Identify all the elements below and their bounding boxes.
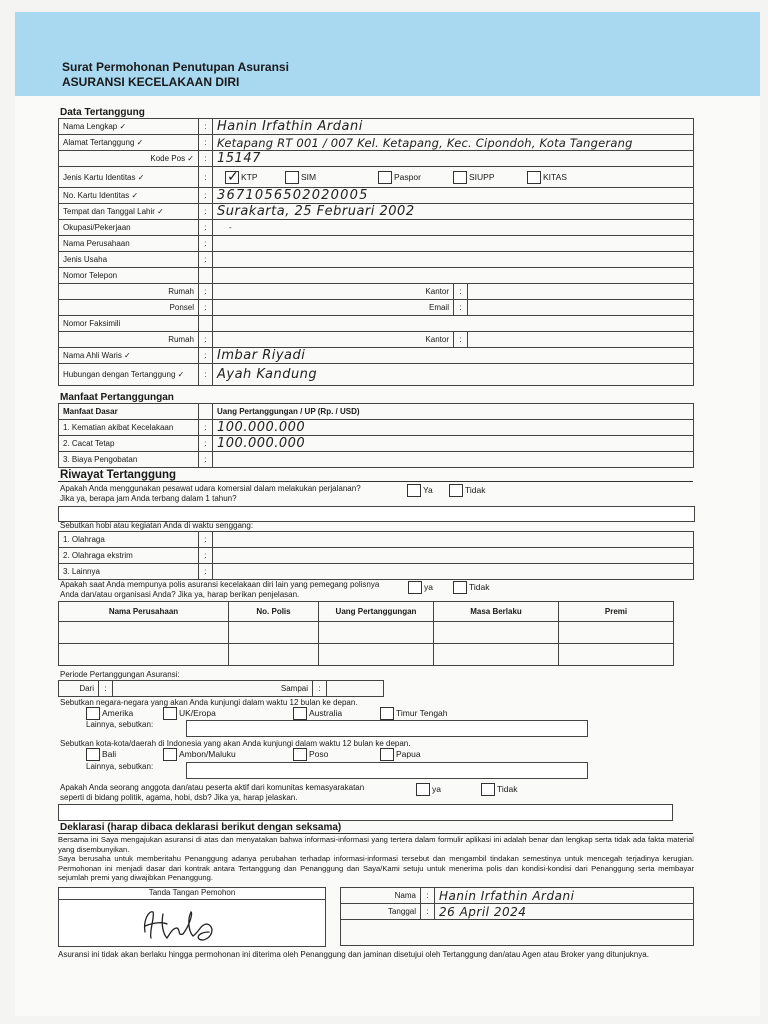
countries-other-field[interactable] — [186, 720, 588, 737]
id-ktp[interactable]: ✓ KTP — [225, 171, 258, 184]
applicant-name-label: Nama — [341, 888, 421, 904]
fax-label: Nomor Faksimili — [59, 316, 199, 332]
birth-label: Tempat dan Tanggal Lahir ✓ — [59, 204, 199, 220]
hobby-label: 3. Lainnya — [59, 564, 199, 580]
name-label: Nama Lengkap ✓ — [59, 119, 199, 135]
office-field[interactable] — [468, 284, 694, 300]
siupp-checkbox[interactable] — [453, 171, 467, 184]
id-number-label: No. Kartu Identitas ✓ — [59, 188, 199, 204]
hobby-field[interactable] — [213, 532, 694, 548]
address-label: Alamat Tertanggung ✓ — [59, 135, 199, 151]
row-job: Okupasi/Pekerjaan : - — [59, 220, 694, 236]
form-subtitle: ASURANSI KECELAKAAN DIRI — [62, 75, 240, 89]
hobby-label: 2. Olahraga ekstrim — [59, 548, 199, 564]
email-label: Email — [213, 300, 454, 316]
period-label: Periode Pertanggungan Asuransi: — [60, 670, 180, 679]
form-title: Surat Permohonan Penutupan Asuransi — [62, 60, 289, 74]
country-option[interactable]: Australia — [293, 707, 342, 720]
ktp-checkbox[interactable] — [225, 171, 239, 184]
fax-office-label: Kantor — [213, 332, 454, 348]
benefit-value[interactable]: 100.000.000 — [217, 436, 306, 451]
policy-col: Masa Berlaku — [434, 602, 559, 622]
row-id-number: No. Kartu Identitas ✓ : 3671056502020005 — [59, 188, 694, 204]
applicant-table: Nama : Hanin Irfathin Ardani Tanggal : 26 April 2024 — [340, 887, 694, 946]
member-no[interactable]: Tidak — [481, 783, 517, 796]
phone-label: Nomor Telepon — [59, 268, 199, 284]
row-address: Alamat Tertanggung ✓ : Ketapang RT 001 / 007 Kel. Ketapang, Kec. Cipondoh, Kota Tangerang — [59, 135, 694, 151]
member-yes-checkbox[interactable] — [416, 783, 430, 796]
home-label: Rumah — [59, 284, 199, 300]
policy-row — [59, 644, 674, 666]
benefit-row: 2. Cacat Tetap : 100.000.000 — [59, 436, 694, 452]
row-phone — [59, 268, 694, 284]
postal-label: Kode Pos ✓ — [59, 151, 199, 167]
row-name: Nama Lengkap ✓ : Hanin Irfathin Ardani — [59, 119, 694, 135]
country-option[interactable]: Amerika — [86, 707, 133, 720]
row-mobile-email: Ponsel : Email : — [59, 300, 694, 316]
applicant-date-value[interactable]: 26 April 2024 — [439, 904, 527, 919]
id-paspor[interactable]: Paspor — [378, 171, 421, 184]
hobby-field[interactable] — [213, 564, 694, 580]
paspor-checkbox[interactable] — [378, 171, 392, 184]
fax-office-field[interactable] — [468, 332, 694, 348]
id-kitas[interactable]: KITAS — [527, 171, 567, 184]
business-field[interactable] — [213, 252, 694, 268]
member-yes[interactable]: ya — [416, 783, 441, 796]
fax-home-label: Rumah — [59, 332, 199, 348]
member-no-checkbox[interactable] — [481, 783, 495, 796]
email-field[interactable] — [468, 300, 694, 316]
flight-yes-checkbox[interactable] — [407, 484, 421, 497]
signature-image — [137, 902, 227, 944]
flight-no[interactable]: Tidak — [449, 484, 485, 497]
section-insured: Data Tertanggung — [60, 107, 145, 118]
policy-col: No. Polis — [229, 602, 319, 622]
applicant-date-label: Tanggal — [341, 904, 421, 920]
heir-label: Nama Ahli Waris ✓ — [59, 348, 199, 364]
postal-value[interactable]: 15147 — [217, 151, 261, 166]
benefit-value[interactable]: 100.000.000 — [217, 420, 306, 435]
hobby-table — [58, 531, 694, 580]
policy-table — [58, 601, 674, 666]
hobby-label: 1. Olahraga — [59, 532, 199, 548]
row-heir: Nama Ahli Waris ✓ : Imbar Riyadi — [59, 348, 694, 364]
policy-question: Apakah saat Anda mempunya polis asuransi kecelakaan diri lain yang pemegang polisnya Anda dan/atau organisasi Anda? Jika ya, harap berikan penjelasan. — [60, 580, 380, 599]
row-home-office: Rumah : Kantor : — [59, 284, 694, 300]
city-option[interactable]: Bali — [86, 748, 116, 761]
id-number-value[interactable]: 3671056502020005 — [217, 188, 369, 203]
policy-col: Premi — [559, 602, 674, 622]
row-company: Nama Perusahaan : — [59, 236, 694, 252]
policy-row — [59, 622, 674, 644]
flight-yes[interactable]: Ya — [407, 484, 433, 497]
section-divider — [58, 833, 693, 834]
hobby-row: 1. Olahraga : — [59, 532, 694, 548]
benefit-col1: Manfaat Dasar — [59, 404, 199, 420]
benefit-value[interactable] — [213, 452, 694, 468]
row-relation: Hubungan dengan Tertanggung ✓ : Ayah Kandung — [59, 364, 694, 386]
flight-no-checkbox[interactable] — [449, 484, 463, 497]
policy-no-checkbox[interactable] — [453, 581, 467, 594]
id-type-label: Jenis Kartu Identitas ✓ — [59, 167, 199, 188]
member-field[interactable] — [58, 804, 673, 821]
company-field[interactable] — [213, 236, 694, 252]
hobby-row: 3. Lainnya : — [59, 564, 694, 580]
benefit-row: 1. Kematian akibat Kecelakaan : 100.000.000 — [59, 420, 694, 436]
section-divider — [58, 481, 693, 482]
relation-label: Hubungan dengan Tertanggung ✓ — [59, 364, 199, 386]
declaration-text: Bersama ini Saya mengajukan asuransi di atas dan menyatakan bahwa informasi-informasi yang tertera dalam formulir aplikasi ini adalah benar dan lengkap serta tidak ada fakta material yang disembunyikan. Saya berusaha untuk memberitahu Penanggung adanya perubahan terhadap informasi-informasi tersebut dan mengambil tindakan semestinya untuk mencegah terjadinya kerugian. Permohonan ini menjadi dasar dari kontrak antara Tertanggung dan Penanggung dan Saya/Kami setuju untuk menerima polis dan kondisi-kondisi dari Penanggung serta membayar sejumlah premi yang diwajibkan Penanggung. — [58, 835, 694, 882]
job-label: Okupasi/Pekerjaan — [59, 220, 199, 236]
period-to-field[interactable] — [327, 681, 384, 697]
country-option[interactable]: Timur Tengah — [380, 707, 448, 720]
benefit-label: 2. Cacat Tetap — [59, 436, 199, 452]
job-value[interactable]: - — [229, 223, 232, 232]
policy-yes[interactable]: ya — [408, 581, 433, 594]
hobby-field[interactable] — [213, 548, 694, 564]
flight-question: Apakah Anda menggunakan pesawat udara komersial dalam melakukan perjalanan? Jika ya, berapa jam Anda terbang dalam 1 tahun? — [60, 484, 361, 503]
benefit-table — [58, 403, 694, 468]
benefit-label: 1. Kematian akibat Kecelakaan — [59, 420, 199, 436]
cities-other-label: Lainnya, sebutkan: — [86, 762, 154, 771]
applicant-name-value[interactable]: Hanin Irfathin Ardani — [439, 888, 575, 903]
row-fax — [59, 316, 694, 332]
sim-checkbox[interactable] — [285, 171, 299, 184]
period-to-label: Sampai — [113, 681, 313, 697]
id-siupp[interactable]: SIUPP — [453, 171, 495, 184]
period-table: Dari : Sampai : — [58, 680, 384, 697]
office-label: Kantor — [213, 284, 454, 300]
signature-box[interactable] — [58, 887, 326, 947]
section-history: Riwayat Tertanggung — [60, 469, 177, 481]
company-label: Nama Perusahaan — [59, 236, 199, 252]
business-label: Jenis Usaha — [59, 252, 199, 268]
row-business: Jenis Usaha : — [59, 252, 694, 268]
kitas-checkbox[interactable] — [527, 171, 541, 184]
insured-table — [58, 118, 694, 386]
hobby-question: Sebutkan hobi atau kegiatan Anda di waktu senggang: — [60, 521, 254, 530]
city-option[interactable]: Papua — [380, 748, 421, 761]
countries-question: Sebutkan negara-negara yang akan Anda kunjungi dalam waktu 12 bulan ke depan. — [60, 698, 358, 707]
footer-note: Asuransi ini tidak akan berlaku hingga permohonan ini diterima oleh Penanggung dan jaminan disetujui oleh Tertanggung dan/atau Agen atau Broker yang ditunjuknya. — [58, 950, 649, 959]
row-id-type: Jenis Kartu Identitas ✓ : ✓ KTP SIM Paspor SIUPP KITAS — [59, 167, 694, 188]
cities-question: Sebutkan kota-kota/daerah di Indonesia yang akan Anda kunjungi dalam waktu 12 bulan ke depan. — [60, 739, 411, 748]
address-value[interactable]: Ketapang RT 001 / 007 Kel. Ketapang, Kec. Cipondoh, Kota Tangerang — [217, 135, 633, 150]
policy-no[interactable]: Tidak — [453, 581, 489, 594]
row-birth: Tempat dan Tanggal Lahir ✓ : Surakarta, 25 Februari 2002 — [59, 204, 694, 220]
policy-col: Uang Pertanggungan — [319, 602, 434, 622]
row-postal: Kode Pos ✓ : 15147 — [59, 151, 694, 167]
section-benefit: Manfaat Pertanggungan — [60, 392, 174, 403]
row-fax-home: Rumah : Kantor : — [59, 332, 694, 348]
id-sim[interactable]: SIM — [285, 171, 316, 184]
city-option[interactable]: Ambon/Maluku — [163, 748, 236, 761]
heir-value[interactable]: Imbar Riyadi — [217, 348, 306, 363]
birth-value[interactable]: Surakarta, 25 Februari 2002 — [217, 204, 415, 219]
benefit-row: 3. Biaya Pengobatan : — [59, 452, 694, 468]
name-value[interactable]: Hanin Irfathin Ardani — [217, 119, 363, 134]
city-option[interactable]: Poso — [293, 748, 328, 761]
hobby-row: 2. Olahraga ekstrim : — [59, 548, 694, 564]
section-declaration: Deklarasi (harap dibaca deklarasi berikut dengan seksama) — [60, 822, 342, 833]
mobile-label: Ponsel — [59, 300, 199, 316]
cities-other-field[interactable] — [186, 762, 588, 779]
policy-col: Nama Perusahaan — [59, 602, 229, 622]
period-from-label: Dari — [59, 681, 99, 697]
relation-value[interactable]: Ayah Kandung — [217, 367, 318, 382]
country-option[interactable]: UK/Eropa — [163, 707, 216, 720]
countries-other-label: Lainnya, sebutkan: — [86, 720, 154, 729]
benefit-col2: Uang Pertanggungan / UP (Rp. / USD) — [213, 404, 694, 420]
flight-hours-field[interactable] — [58, 506, 695, 522]
benefit-label: 3. Biaya Pengobatan — [59, 452, 199, 468]
member-question: Apakah Anda seorang anggota dan/atau peserta aktif dari komunitas kemasyarakatan seperti di bidang politik, agama, hobi, dsb? Jika ya, harap jelaskan. — [60, 783, 365, 802]
policy-yes-checkbox[interactable] — [408, 581, 422, 594]
signature-label: Tanda Tangan Pemohon — [59, 888, 325, 900]
